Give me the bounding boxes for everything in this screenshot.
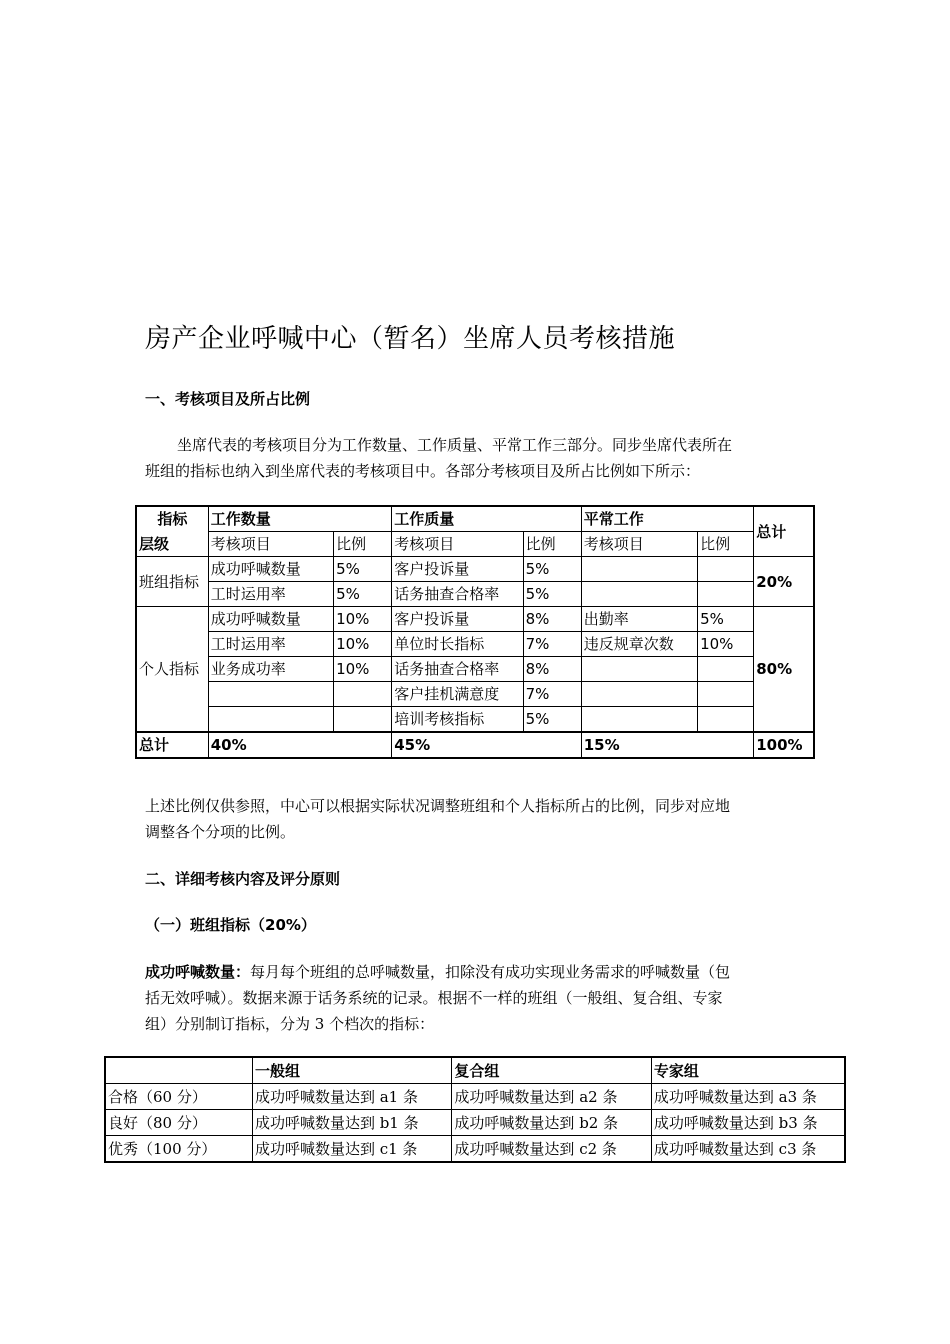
corner-bottom: 层级 — [136, 532, 208, 557]
group-header-routine: 平常工作 — [581, 506, 753, 532]
table-cell — [698, 657, 754, 682]
sub-header-item: 考核项目 — [581, 532, 697, 557]
grade-cell: 成功呼喊数量达到 b2 条 — [452, 1110, 651, 1136]
grade-cell: 成功呼喊数量达到 b1 条 — [252, 1110, 451, 1136]
grade-label: 优秀（100 分） — [105, 1136, 252, 1163]
grade-cell: 成功呼喊数量达到 b3 条 — [651, 1110, 845, 1136]
table-cell — [208, 707, 333, 733]
section1-heading: 一、考核项目及所占比例 — [145, 390, 311, 408]
grade-header-expert: 专家组 — [651, 1057, 845, 1084]
table-cell — [581, 657, 697, 682]
section2-para-line2: 括无效呼喊）。数据来源于话务系统的记录。根据不一样的班组（一般组、复合组、专家 — [145, 989, 723, 1007]
team-total: 20% — [754, 557, 814, 607]
table-cell — [698, 582, 754, 607]
group-header-quality: 工作质量 — [392, 506, 582, 532]
table-cell: 8% — [523, 607, 581, 632]
table-cell: 客户投诉量 — [392, 557, 523, 582]
table-cell — [698, 707, 754, 733]
total-quantity: 40% — [208, 732, 392, 758]
table-cell: 5% — [523, 557, 581, 582]
personal-label: 个人指标 — [136, 607, 208, 733]
table-cell: 违反规章次数 — [581, 632, 697, 657]
table-cell — [334, 682, 392, 707]
table-cell: 5% — [523, 582, 581, 607]
table-cell: 10% — [698, 632, 754, 657]
table-cell: 5% — [334, 557, 392, 582]
table-cell: 工时运用率 — [208, 632, 333, 657]
table-cell: 5% — [334, 582, 392, 607]
note-line1: 上述比例仅供参照，中心可以根据实际状况调整班组和个人指标所占的比例，同步对应地 — [145, 797, 731, 815]
grade-label: 合格（60 分） — [105, 1084, 252, 1110]
table-cell: 业务成功率 — [208, 657, 333, 682]
sub-header-ratio: 比例 — [698, 532, 754, 557]
grade-header-general: 一般组 — [252, 1057, 451, 1084]
grade-cell: 成功呼喊数量达到 a3 条 — [651, 1084, 845, 1110]
table-cell — [208, 682, 333, 707]
table-cell: 7% — [523, 682, 581, 707]
table-cell: 10% — [334, 657, 392, 682]
sub-header-item: 考核项目 — [208, 532, 333, 557]
total-routine: 15% — [581, 732, 753, 758]
grade-cell: 成功呼喊数量达到 c3 条 — [651, 1136, 845, 1163]
corner-top: 指标 — [136, 506, 208, 532]
total-header: 总计 — [754, 506, 814, 557]
table-cell: 成功呼喊数量 — [208, 557, 333, 582]
table-cell — [698, 557, 754, 582]
grade-cell: 成功呼喊数量达到 c1 条 — [252, 1136, 451, 1163]
table-cell — [581, 557, 697, 582]
grade-label: 良好（80 分） — [105, 1110, 252, 1136]
table-cell: 5% — [523, 707, 581, 733]
table-cell: 客户投诉量 — [392, 607, 523, 632]
table-cell: 单位时长指标 — [392, 632, 523, 657]
table-cell: 10% — [334, 607, 392, 632]
total-label: 总计 — [136, 732, 208, 758]
table-cell — [698, 682, 754, 707]
total-all: 100% — [754, 732, 814, 758]
table-cell: 话务抽查合格率 — [392, 582, 523, 607]
personal-total: 80% — [754, 607, 814, 733]
group-header-quantity: 工作数量 — [208, 506, 392, 532]
table-cell: 10% — [334, 632, 392, 657]
table-cell: 客户挂机满意度 — [392, 682, 523, 707]
table-cell: 工时运用率 — [208, 582, 333, 607]
para-text: 每月每个班组的总呼喊数量，扣除没有成功实现业务需求的呼喊数量（包 — [250, 963, 731, 981]
ratio-table — [135, 505, 815, 759]
document-title: 房产企业呼喊中心（暂名）坐席人员考核措施 — [145, 324, 676, 354]
table-cell: 成功呼喊数量 — [208, 607, 333, 632]
grade-cell: 成功呼喊数量达到 c2 条 — [452, 1136, 651, 1163]
section2-heading: 二、详细考核内容及评分原则 — [145, 870, 341, 888]
grade-header-empty — [105, 1057, 252, 1084]
section1-para-line2: 班组的指标也纳入到坐席代表的考核项目中。各部分考核项目及所占比例如下所示： — [145, 462, 701, 480]
table-cell — [581, 707, 697, 733]
note-line2: 调整各个分项的比例。 — [145, 823, 296, 841]
total-quality: 45% — [392, 732, 582, 758]
table-cell: 7% — [523, 632, 581, 657]
table-cell: 出勤率 — [581, 607, 697, 632]
table-cell — [581, 582, 697, 607]
grade-header-composite: 复合组 — [452, 1057, 651, 1084]
sub-header-ratio: 比例 — [334, 532, 392, 557]
section2-sub1: （一）班组指标（20%） — [145, 916, 316, 934]
table-cell: 5% — [698, 607, 754, 632]
sub-header-item: 考核项目 — [392, 532, 523, 557]
grade-cell: 成功呼喊数量达到 a2 条 — [452, 1084, 651, 1110]
section2-para-line1 — [145, 959, 730, 985]
table-cell — [334, 707, 392, 733]
table-cell: 8% — [523, 657, 581, 682]
table-cell — [581, 682, 697, 707]
para-bold-term: 成功呼喊数量： — [145, 963, 251, 981]
grade-cell: 成功呼喊数量达到 a1 条 — [252, 1084, 451, 1110]
grade-table — [104, 1056, 846, 1163]
sub-header-ratio: 比例 — [523, 532, 581, 557]
section1-para-line1: 坐席代表的考核项目分为工作数量、工作质量、平常工作三部分。同步坐席代表所在 — [177, 436, 733, 454]
table-cell: 培训考核指标 — [392, 707, 523, 733]
table-cell: 话务抽查合格率 — [392, 657, 523, 682]
section2-para-line3: 组）分别制订指标，分为 3 个档次的指标： — [145, 1015, 435, 1033]
team-label: 班组指标 — [136, 557, 208, 607]
